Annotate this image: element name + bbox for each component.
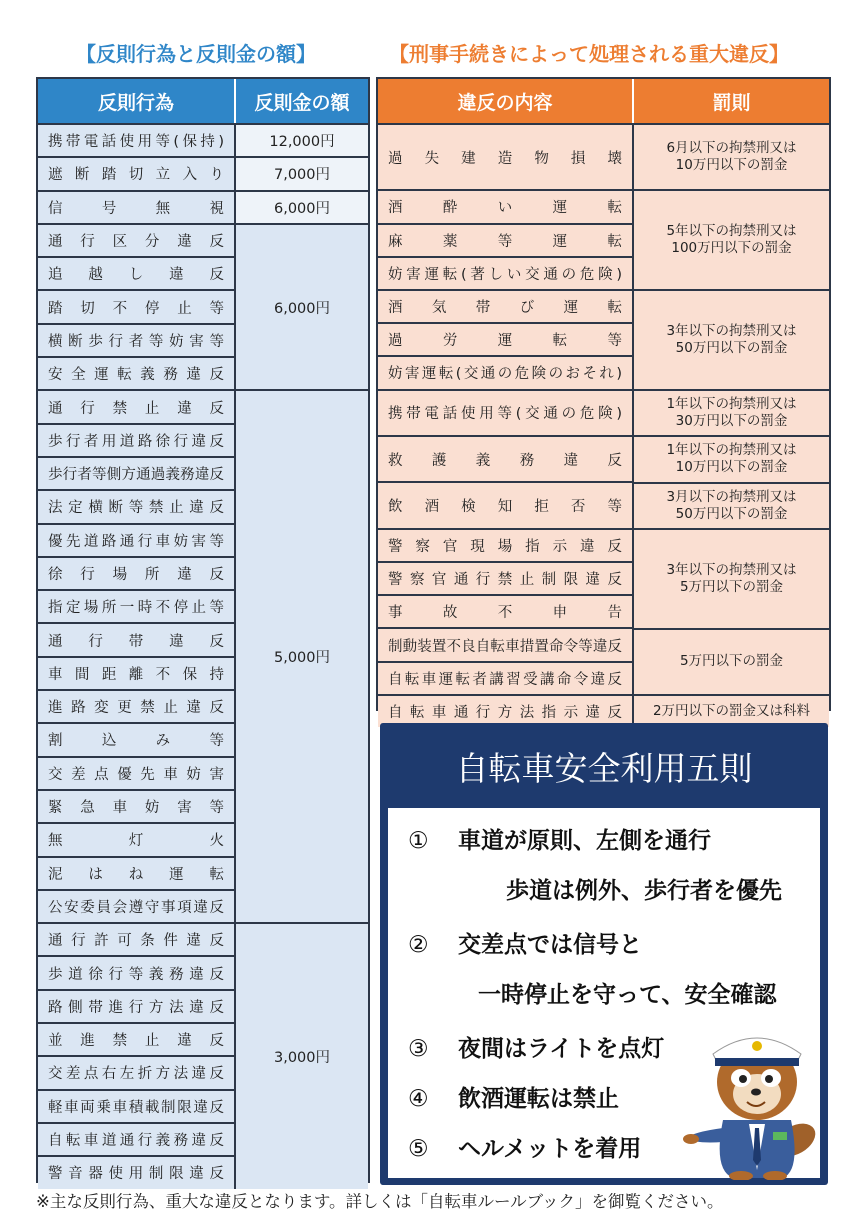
fines-violation-row bbox=[38, 1022, 234, 1055]
rule-item bbox=[408, 1130, 641, 1163]
fines-violation-row bbox=[38, 423, 234, 456]
right-section-heading: 【刑事手続きによって処理される重大違反】 bbox=[389, 42, 789, 66]
rule-text: 歩道は例外、歩行者を優先 bbox=[506, 878, 782, 904]
fines-violation-label: 優先道路通行車妨害等 bbox=[48, 533, 224, 550]
rule-text: 飲酒運転は禁止 bbox=[458, 1086, 619, 1112]
fines-violation-label: 横断歩行者等妨害等 bbox=[48, 333, 224, 350]
fines-violation-label: 踏切不停止等 bbox=[48, 300, 224, 317]
fines-violation-label: 信号無視 bbox=[48, 200, 224, 217]
fines-violation-row bbox=[38, 756, 234, 789]
penalty-line: 6月以下の拘禁刑又は bbox=[666, 140, 797, 157]
serious-violation-label: 飲酒検知拒否等 bbox=[388, 499, 622, 516]
fines-violation-label: 通行帯違反 bbox=[48, 633, 224, 650]
fines-violation-label: 通行許可条件違反 bbox=[48, 933, 224, 950]
serious-violation-row bbox=[378, 322, 632, 355]
fines-violation-row bbox=[38, 722, 234, 755]
fine-amount-cell: 7,000円 bbox=[236, 156, 368, 189]
fines-violation-row bbox=[38, 123, 234, 156]
serious-violation-row bbox=[378, 256, 632, 289]
fines-violation-label: 歩行者用道路徐行違反 bbox=[48, 433, 224, 450]
serious-violation-label: 警察官現場指示違反 bbox=[388, 539, 622, 556]
fines-violation-label: 進路変更禁止違反 bbox=[48, 700, 224, 717]
rule-item bbox=[506, 872, 782, 905]
fines-violation-label: 軽車両乗車積載制限違反 bbox=[48, 1099, 224, 1116]
fine-amount-cell: 12,000円 bbox=[236, 123, 368, 156]
fines-violation-label: 割込み等 bbox=[48, 733, 224, 750]
fines-header-violation: 反則行為 bbox=[38, 79, 236, 123]
penalty-line: 1年以下の拘禁刑又は bbox=[666, 395, 797, 412]
serious-violation-label: 携帯電話使用等(交通の危険) bbox=[388, 406, 622, 423]
fines-violation-row bbox=[38, 1122, 234, 1155]
serious-violation-row bbox=[378, 561, 632, 594]
fines-violation-row bbox=[38, 356, 234, 389]
penalty-cell bbox=[634, 528, 829, 628]
fines-violation-row bbox=[38, 489, 234, 522]
penalty-cell bbox=[634, 482, 829, 528]
fines-violation-row bbox=[38, 456, 234, 489]
serious-violation-label: 妨害運転(交通の危険のおそれ) bbox=[388, 366, 622, 383]
serious-violation-row bbox=[378, 528, 632, 561]
serious-table-header bbox=[378, 79, 829, 123]
fines-violation-label: 無灯火 bbox=[48, 833, 224, 850]
penalty-line: 3年以下の拘禁刑又は bbox=[666, 322, 797, 339]
fine-amount-cell: 6,000円 bbox=[236, 223, 368, 390]
fines-violation-row bbox=[38, 523, 234, 556]
fines-violation-row bbox=[38, 256, 234, 289]
fines-violation-label: 警音器使用制限違反 bbox=[48, 1166, 224, 1183]
fines-violation-row bbox=[38, 289, 234, 322]
fines-violation-label: 法定横断等禁止違反 bbox=[48, 500, 224, 517]
penalty-cell bbox=[634, 123, 829, 189]
fines-violation-row bbox=[38, 889, 234, 922]
serious-violation-row bbox=[378, 289, 632, 322]
penalty-line: 100万円以下の罰金 bbox=[671, 240, 792, 257]
fines-violation-row bbox=[38, 223, 234, 256]
fines-violation-row bbox=[38, 190, 234, 223]
rule-text: ヘルメットを着用 bbox=[458, 1136, 642, 1162]
serious-violation-row bbox=[378, 123, 632, 189]
serious-penalty-column bbox=[634, 123, 829, 727]
fines-violation-label: 携帯電話使用等(保持) bbox=[48, 134, 224, 151]
penalty-line: 30万円以下の罰金 bbox=[675, 412, 788, 429]
fines-violation-label: 泥はね運転 bbox=[48, 866, 224, 883]
rule-number: ⑤ bbox=[408, 1136, 429, 1162]
penalty-line: 3月以下の拘禁刑又は bbox=[666, 488, 797, 505]
fines-violation-row bbox=[38, 789, 234, 822]
fines-violation-label: 交差点優先車妨害 bbox=[48, 766, 224, 783]
fines-violation-label: 緊急車妨害等 bbox=[48, 800, 224, 817]
rule-text: 夜間はライトを点灯 bbox=[458, 1036, 665, 1062]
penalty-cell bbox=[634, 189, 829, 289]
serious-violation-label: 酒気帯び運転 bbox=[388, 300, 622, 317]
fines-violation-row bbox=[38, 955, 234, 988]
rule-text: 一時停止を守って、安全確認 bbox=[478, 982, 777, 1008]
serious-header-content: 違反の内容 bbox=[378, 79, 634, 123]
serious-violation-row bbox=[378, 661, 632, 694]
rule-item bbox=[408, 1080, 619, 1113]
fines-violation-row bbox=[38, 1089, 234, 1122]
serious-violation-label: 制動装置不良自転車措置命令等違反 bbox=[388, 638, 622, 655]
fines-violation-row bbox=[38, 856, 234, 889]
penalty-line: 2万円以下の罰金又は科料 bbox=[652, 703, 811, 720]
rule-number: ② bbox=[408, 932, 429, 958]
penalty-line: 5万円以下の罰金 bbox=[679, 653, 784, 670]
fines-violation-label: 安全運転義務違反 bbox=[48, 367, 224, 384]
rule-number: ① bbox=[408, 828, 429, 854]
fines-violation-row bbox=[38, 1055, 234, 1088]
penalty-line: 5万円以下の罰金 bbox=[679, 578, 784, 595]
rule-number: ④ bbox=[408, 1086, 429, 1112]
fine-amount-cell: 6,000円 bbox=[236, 190, 368, 223]
serious-violation-label: 救護義務違反 bbox=[388, 452, 622, 469]
serious-violation-label: 酒酔い運転 bbox=[388, 200, 622, 217]
fines-violation-label: 遮断踏切立入り bbox=[48, 167, 224, 184]
serious-header-penalty: 罰則 bbox=[712, 91, 751, 114]
fines-violation-label: 追越し違反 bbox=[48, 267, 224, 284]
fines-header-amount: 反則金の額 bbox=[254, 91, 350, 114]
fines-violation-row bbox=[38, 1155, 234, 1188]
fines-violation-row bbox=[38, 822, 234, 855]
fine-amount-cell: 5,000円 bbox=[236, 389, 368, 922]
serious-violation-label: 自転車運転者講習受講命令違反 bbox=[388, 671, 622, 688]
police-tanuki-mascot-icon bbox=[683, 1020, 823, 1180]
fines-table bbox=[36, 77, 370, 1183]
fines-violation-label: 交差点右左折方法違反 bbox=[48, 1066, 224, 1083]
rule-item bbox=[478, 976, 777, 1009]
fines-violation-row bbox=[38, 156, 234, 189]
rule-number: ③ bbox=[408, 1036, 429, 1062]
left-section-heading: 【反則行為と反則金の額】 bbox=[76, 42, 316, 66]
serious-violations-table bbox=[376, 77, 831, 721]
fines-amount-column bbox=[236, 123, 368, 1189]
rule-item bbox=[408, 1030, 664, 1063]
penalty-line: 50万円以下の罰金 bbox=[675, 339, 788, 356]
serious-violation-label: 妨害運転(著しい交通の危険) bbox=[388, 266, 622, 283]
rule-item bbox=[408, 822, 711, 855]
serious-violation-column bbox=[378, 123, 634, 727]
rule-text: 車道が原則、左側を通行 bbox=[458, 828, 711, 854]
footnote: ※主な反則行為、重大な違反となります。詳しくは「自転車ルールブック」を御覧ください。 bbox=[36, 1192, 724, 1211]
serious-violation-label: 過失建造物損壊 bbox=[388, 150, 622, 167]
fines-violation-label: 徐行場所違反 bbox=[48, 567, 224, 583]
rule-text: 交差点では信号と bbox=[458, 932, 642, 958]
penalty-cell bbox=[634, 289, 829, 389]
penalty-cell bbox=[634, 628, 829, 694]
serious-violation-row bbox=[378, 189, 632, 222]
fines-violation-label: 歩行者等側方通過義務違反 bbox=[48, 467, 224, 484]
fines-violation-row bbox=[38, 656, 234, 689]
serious-violation-row bbox=[378, 435, 632, 481]
penalty-line: 50万円以下の罰金 bbox=[675, 505, 788, 522]
serious-violation-label: 自転車通行方法指示違反 bbox=[388, 704, 622, 721]
fines-table-header bbox=[38, 79, 368, 123]
serious-violation-row bbox=[378, 389, 632, 435]
fines-violation-row bbox=[38, 556, 234, 589]
fines-violation-column bbox=[38, 123, 236, 1189]
penalty-line: 10万円以下の罰金 bbox=[675, 157, 788, 174]
fines-violation-label: 指定場所一時不停止等 bbox=[48, 600, 224, 617]
rule-item bbox=[408, 926, 642, 959]
serious-violation-row bbox=[378, 481, 632, 527]
fines-violation-label: 通行禁止違反 bbox=[48, 400, 224, 417]
fines-violation-label: 通行区分違反 bbox=[48, 234, 224, 251]
fine-amount-cell: 3,000円 bbox=[236, 922, 368, 1188]
serious-violation-label: 警察官通行禁止制限違反 bbox=[388, 572, 622, 589]
serious-violation-label: 事故不申告 bbox=[388, 605, 622, 622]
serious-violation-label: 麻薬等運転 bbox=[388, 233, 622, 250]
penalty-line: 1年以下の拘禁刑又は bbox=[666, 442, 797, 459]
serious-violation-row bbox=[378, 223, 632, 256]
fines-violation-row bbox=[38, 389, 234, 422]
fines-violation-row bbox=[38, 922, 234, 955]
fines-violation-label: 並進禁止違反 bbox=[48, 1033, 224, 1050]
fines-violation-row bbox=[38, 622, 234, 655]
serious-violation-label: 過労運転等 bbox=[388, 333, 622, 350]
fines-violation-row bbox=[38, 323, 234, 356]
serious-violation-row bbox=[378, 627, 632, 660]
fines-violation-row bbox=[38, 589, 234, 622]
fines-violation-row bbox=[38, 989, 234, 1022]
penalty-line: 3年以下の拘禁刑又は bbox=[666, 561, 797, 578]
fines-violation-label: 公安委員会遵守事項違反 bbox=[48, 899, 224, 916]
penalty-cell bbox=[634, 435, 829, 481]
five-rules-title: 自転車安全利用五則 bbox=[455, 749, 753, 788]
serious-violation-row bbox=[378, 355, 632, 388]
penalty-line: 5年以下の拘禁刑又は bbox=[666, 223, 797, 240]
fines-violation-label: 歩道徐行等義務違反 bbox=[48, 966, 224, 983]
fines-violation-row bbox=[38, 689, 234, 722]
serious-violation-row bbox=[378, 594, 632, 627]
fines-violation-label: 車間距離不保持 bbox=[48, 666, 224, 683]
penalty-cell bbox=[634, 389, 829, 435]
fines-violation-label: 路側帯進行方法違反 bbox=[48, 999, 224, 1016]
fines-violation-label: 自転車道通行義務違反 bbox=[48, 1133, 224, 1150]
penalty-line: 10万円以下の罰金 bbox=[675, 459, 788, 476]
